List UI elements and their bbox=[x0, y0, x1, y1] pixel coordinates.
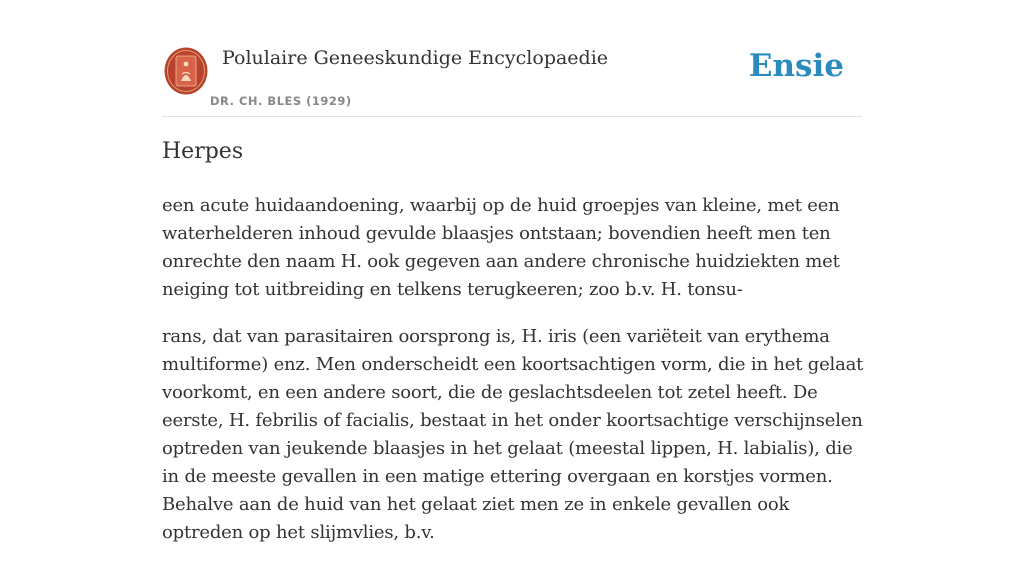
ensie-logo-link[interactable]: Ensie bbox=[748, 48, 844, 84]
article-body bbox=[162, 192, 867, 566]
book-title[interactable]: Polulaire Geneeskundige Encyclopaedie bbox=[222, 47, 609, 69]
article-paragraph: een acute huidaandoening, waarbij op de huid groepjes van kleine, met een waterhelderen inhoud gevulde blaasjes ontstaan; bovendien heeft men ten onrechte den naam H. ook gegeven aan andere chronische huidziekten met neiging tot uitbreiding en telkens terugkeeren; zoo b.v. H. tonsu- bbox=[162, 195, 840, 300]
book-cover-icon[interactable] bbox=[164, 47, 208, 95]
article-paragraph: rans, dat van parasitairen oorsprong is, H. iris (een variëteit van erythema multiforme) enz. Men onderscheidt een koortsachtigen vorm, die in het gelaat voorkomt, en een andere soort, die de geslachtsdeelen tot zetel heeft. De eerste, H. febrilis of facialis, bestaat in het onder koortsachtige verschijnselen optreden van jeukende blaasjes in het gelaat (meestal lippen, H. labialis), die in de meeste gevallen in een matige ettering overgaan en korstjes vormen. Behalve aan de huid van het gelaat ziet men ze in enkele gevallen ook optreden op het slijmvlies, b.v. bbox=[162, 326, 864, 543]
book-author: DR. CH. BLES (1929) bbox=[210, 94, 352, 108]
article-title: Herpes bbox=[162, 139, 244, 164]
header bbox=[162, 40, 862, 117]
